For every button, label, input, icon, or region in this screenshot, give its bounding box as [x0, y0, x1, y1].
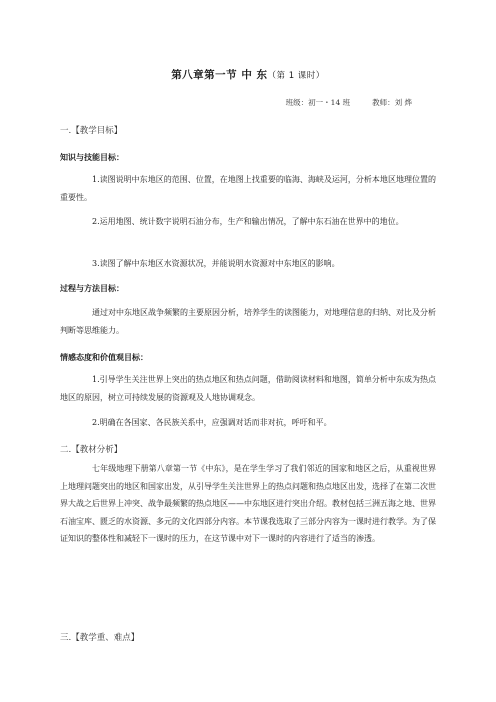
attitude-item-2: 2.明确在各国家、各民族关系中，应强调对话而非对抗，呼吁和平。	[92, 418, 332, 427]
attitude-values-heading: 情感态度和价值观目标：	[60, 353, 148, 362]
knowledge-item-1: 1.读图说明中东地区的范围、位置，在地图上找重要的临海、海峡及运河，分析本地区地理位置的重要性。	[60, 175, 436, 202]
section-analysis-heading: 二.【教材分析】	[60, 445, 123, 455]
knowledge-skills-heading: 知识与技能目标：	[60, 153, 124, 162]
document-title	[0, 67, 496, 82]
knowledge-item-3: 3.读图了解中东地区水资源状况，并能说明水资源对中东地区的影响。	[92, 259, 340, 268]
knowledge-item-2: 2.运用地图、统计数字说明石油分布，生产和输出情况，了解中东石油在世界中的地位。	[92, 217, 404, 226]
title-main: 第八章第一节 中 东	[171, 69, 268, 81]
textbook-analysis-paragraph: 七年级地理下册第八章第一节《中东》，是在学生学习了我们邻近的国家和地区之后，从重视世界上地理问题突出的地区和国家出发，从引导学生关注世界上的热点问题和热点地区出发，选择了在第二次世界大战之后世界上冲突、战争最频繁的热点地区——中东地区进行突出介绍。教材包括三洲五海之地、世界石油宝库、匮乏的水资源、多元的文化四部分内容。本节课我选取了三部分内容为一课时进行教学。为了保证知识的整体性和减轻下一课时的压力，在这节课中对下一课时的内容进行了适当的渗透。	[60, 464, 436, 544]
section-objectives-heading: 一.【教学目标】	[60, 126, 123, 136]
title-subtitle: （第 1 课时）	[267, 71, 325, 81]
process-method-heading: 过程与方法目标：	[60, 284, 124, 293]
class-info: 班级：初一・14 班	[285, 98, 351, 107]
attitude-item-1: 1.引导学生关注世界上突出的热点地区和热点问题，借助阅读材料和地图，简单分析中东成为热点地区的原因，树立可持续发展的资源观及人地协调观念。	[60, 375, 436, 402]
class-teacher-line	[286, 97, 412, 108]
teacher-info: 教师：刘 烨	[372, 98, 412, 107]
section-key-points-heading: 三.【教学重、难点】	[60, 633, 140, 643]
process-method-paragraph: 通过对中东地区战争频繁的主要原因分析，培养学生的读图能力，对地理信息的归纳、对比及分析判断等思维能力。	[60, 308, 436, 335]
